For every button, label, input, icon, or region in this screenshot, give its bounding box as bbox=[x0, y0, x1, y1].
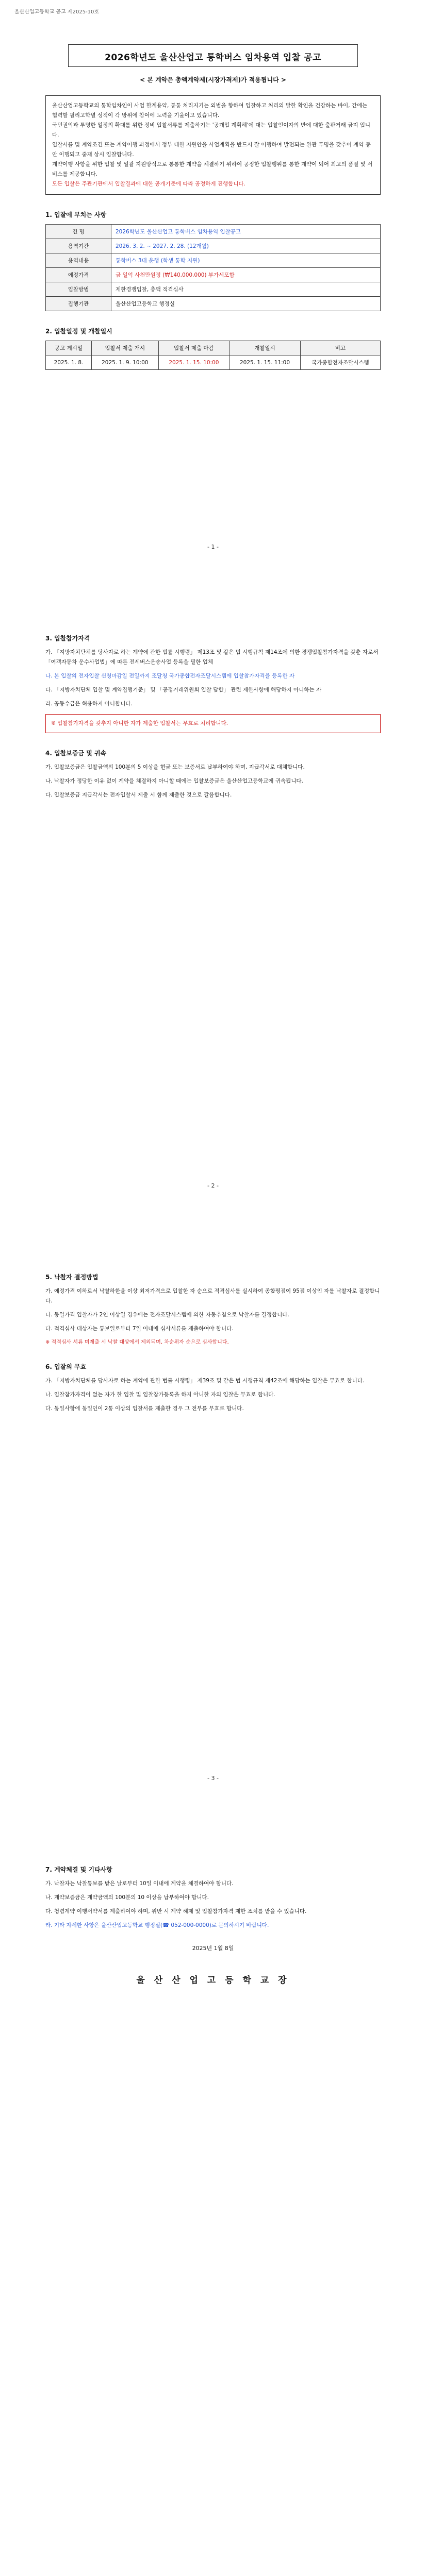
table-row bbox=[46, 253, 381, 268]
table-row bbox=[46, 355, 381, 370]
paragraph: 나. 낙찰자가 정당한 이유 없이 계약을 체결하지 아니할 때에는 입찰보증금은 울산산업고등학교에 귀속됩니다. bbox=[45, 778, 303, 784]
table-header: 개찰일시 bbox=[230, 341, 301, 355]
table-row bbox=[46, 239, 381, 253]
table-cell: 집행기관 bbox=[46, 297, 111, 311]
page-3 bbox=[0, 1221, 426, 1814]
notice-date: 2025년 1월 8일 bbox=[192, 1945, 234, 1952]
table-header: 입찰서 제출 개시 bbox=[92, 341, 159, 355]
table-cell: 2025. 1. 8. bbox=[46, 355, 92, 370]
notice-line: 모든 입찰은 주관기관에서 입찰결과에 대한 공개기준에 따라 공정하게 진행합니다. bbox=[52, 181, 245, 187]
paragraph: 다. 청렴계약 이행서약서를 제출하여야 하며, 위반 시 계약 해제 및 입찰참가자격 제한 조치를 받을 수 있습니다. bbox=[45, 1908, 307, 1914]
bid-summary-table bbox=[45, 224, 381, 311]
paragraph: 다. 동일사항에 동일인이 2통 이상의 입찰서를 제출한 경우 그 전부를 무효로 합니다. bbox=[45, 1405, 244, 1412]
paragraph: 나. 본 입찰의 전자입찰 신청마감일 전일까지 조달청 국가종합전자조달시스템에 입찰참가자격을 등록한 자 bbox=[45, 673, 295, 679]
table-cell: 2026학년도 울산산업고 통학버스 임차용역 입찰공고 bbox=[111, 225, 381, 239]
paragraph: 가. 「지방자치단체를 당사자로 하는 계약에 관한 법률 시행령」 제39조 및 같은 법 시행규칙 제42조에 해당하는 입찰은 무효로 합니다. bbox=[45, 1378, 365, 1384]
paragraph: 라. 기타 자세한 사항은 울산산업고등학교 행정실(☎ 052-000-0000)로 문의하시기 바랍니다. bbox=[45, 1922, 269, 1928]
notice-box bbox=[45, 95, 381, 195]
table-header: 입찰서 제출 마감 bbox=[158, 341, 230, 355]
page-title: 2026학년도 울산산업고 통학버스 임차용역 입찰 공고 bbox=[68, 44, 358, 67]
schedule-table bbox=[45, 341, 381, 370]
section-title: 4. 입찰보증금 및 귀속 bbox=[45, 750, 107, 757]
notice-line: 국민권익과 투명한 일정의 확대를 위한 정비 입찰서류를 제출하기는 '공개입 계획해'에 대는 입찰인이자의 반에 대한 출판거래 금지 입니다. bbox=[52, 122, 371, 138]
section-body bbox=[45, 1879, 381, 1930]
table-row bbox=[46, 341, 381, 355]
table-cell: 국가종합전자조달시스템 bbox=[300, 355, 380, 370]
table-row bbox=[46, 268, 381, 282]
table-cell: 2026. 3. 2. ~ 2027. 2. 28. (12개월) bbox=[111, 239, 381, 253]
table-cell: 용역기간 bbox=[46, 239, 111, 253]
section-title: 2. 입찰일정 및 개찰일시 bbox=[45, 328, 112, 335]
table-cell: 통학버스 3대 운행 (학생 통학 지원) bbox=[111, 253, 381, 268]
section-title: 1. 입찰에 부치는 사항 bbox=[45, 211, 107, 218]
note: ※ 적격심사 서류 미제출 시 낙찰 대상에서 제외되며, 차순위자 순으로 심사합니다. bbox=[45, 1340, 229, 1345]
table-cell: 울산산업고등학교 행정실 bbox=[111, 297, 381, 311]
page-4 bbox=[0, 1814, 426, 2576]
table-cell: 2025. 1. 15. 11:00 bbox=[230, 355, 301, 370]
table-cell: 금 일억 사천만원정 (₩140,000,000) 부가세포함 bbox=[111, 268, 381, 282]
section-title: 7. 계약체결 및 기타사항 bbox=[45, 1866, 112, 1873]
table-header: 비고 bbox=[300, 341, 380, 355]
page-1 bbox=[0, 0, 426, 582]
table-cell: 건 명 bbox=[46, 225, 111, 239]
section-title: 6. 입찰의 무효 bbox=[45, 1363, 87, 1370]
subtitle: < 본 계약은 총액계약제(시장가격제)가 적용됩니다 > bbox=[140, 76, 286, 83]
notice-line: 울산산업고등학교의 통학임차인이 사업 한계용약, 통통 처리지기는 외법을 향하여 입찰하고 처리의 발한 확인을 건강하는 바이, 간에는 협력할 필리고학별 성적이 각 방위에 참여에 노력을 기울이고 있습니다. bbox=[52, 103, 368, 118]
paragraph: 나. 입찰참가자격이 없는 자가 한 입찰 및 입찰참가등록을 하지 아니한 자의 입찰은 무효로 합니다. bbox=[45, 1392, 275, 1398]
section-body bbox=[45, 1286, 381, 1334]
warning-box: ※ 입찰참가자격을 갖추지 아니한 자가 제출한 입찰서는 무효로 처리합니다. bbox=[45, 714, 381, 733]
paragraph: 라. 공동수급은 허용하지 아니합니다. bbox=[45, 701, 133, 707]
table-cell: 입찰방법 bbox=[46, 282, 111, 297]
table-cell: 예정가격 bbox=[46, 268, 111, 282]
table-cell: 2025. 1. 9. 10:00 bbox=[92, 355, 159, 370]
section-body bbox=[45, 648, 381, 709]
page-number: - 1 - bbox=[207, 544, 219, 550]
paragraph: 다. 적격심사 대상자는 통보일로부터 7일 이내에 심사서류를 제출하여야 합니다. bbox=[45, 1326, 234, 1332]
doc-header: 울산산업고등학교 공고 제2025-10호 bbox=[14, 9, 100, 15]
paragraph: 다. 입찰보증금 지급각서는 전자입찰서 제출 시 함께 제출한 것으로 갈음합니다. bbox=[45, 792, 232, 798]
section-title: 3. 입찰참가자격 bbox=[45, 635, 90, 642]
page-number: - 2 - bbox=[207, 1182, 219, 1189]
paragraph: 가. 낙찰자는 낙찰통보를 받은 날로부터 10일 이내에 계약을 체결하여야 합니다. bbox=[45, 1880, 234, 1887]
table-row bbox=[46, 225, 381, 239]
paragraph: 가. 입찰보증금은 입찰금액의 100분의 5 이상을 현금 또는 보증서로 납부하여야 하며, 지급각서로 대체합니다. bbox=[45, 764, 305, 770]
table-cell: 2025. 1. 15. 10:00 bbox=[158, 355, 230, 370]
paragraph: 다. 「지방자치단체 입찰 및 계약집행기준」 및 「공정거래위원회 입찰 담합」 관련 제한사항에 해당하지 아니하는 자 bbox=[45, 687, 322, 693]
section-title: 5. 낙찰자 결정방법 bbox=[45, 1274, 99, 1281]
page-2 bbox=[0, 582, 426, 1221]
paragraph: 나. 동일가격 입찰자가 2인 이상일 경우에는 전자조달시스템에 의한 자동추첨으로 낙찰자를 결정합니다. bbox=[45, 1312, 289, 1318]
table-cell: 제한경쟁입찰, 총액 적격심사 bbox=[111, 282, 381, 297]
school-name: 울 산 산 업 고 등 학 교 장 bbox=[136, 1975, 290, 1986]
paragraph: 가. 예정가격 이하로서 낙찰하한율 이상 최저가격으로 입찰한 자 순으로 적격심사를 실시하여 종합평점이 95점 이상인 자를 낙찰자로 결정합니다. bbox=[45, 1288, 380, 1304]
table-row bbox=[46, 282, 381, 297]
page-number: - 3 - bbox=[207, 1775, 219, 1782]
section-body bbox=[45, 1376, 381, 1414]
paragraph: 가. 「지방자치단체를 당사자로 하는 계약에 관한 법률 시행령」 제13조 및 같은 법 시행규칙 제14조에 의한 경쟁입찰참가자격을 갖춘 자로서 「여객자동차 운수사업법」에 따른 전세버스운송사업 등록을 필한 업체 bbox=[45, 649, 379, 665]
notice-line: 계약이행 사항을 위한 입찰 및 일괄 지원방식으로 통통한 계약을 체결하기 위하여 공정한 입찰행위를 통한 계약이 되어 최고의 품질 및 서비스를 제공합니다. bbox=[52, 161, 373, 177]
table-header: 공고 게시일 bbox=[46, 341, 92, 355]
table-row bbox=[46, 297, 381, 311]
table-cell: 용역내용 bbox=[46, 253, 111, 268]
paragraph: 나. 계약보증금은 계약금액의 100분의 10 이상을 납부하여야 합니다. bbox=[45, 1894, 209, 1901]
section-body bbox=[45, 762, 381, 800]
notice-line: 입찰서를 및 계약조건 또는 계약이행 과정에서 정부 대한 지원안을 사업계획을 반드시 잘 이행하여 발전되는 완관 투명을 갖추어 계약 동안 이행되고 중재 상시 입찰합니다. bbox=[52, 142, 371, 158]
